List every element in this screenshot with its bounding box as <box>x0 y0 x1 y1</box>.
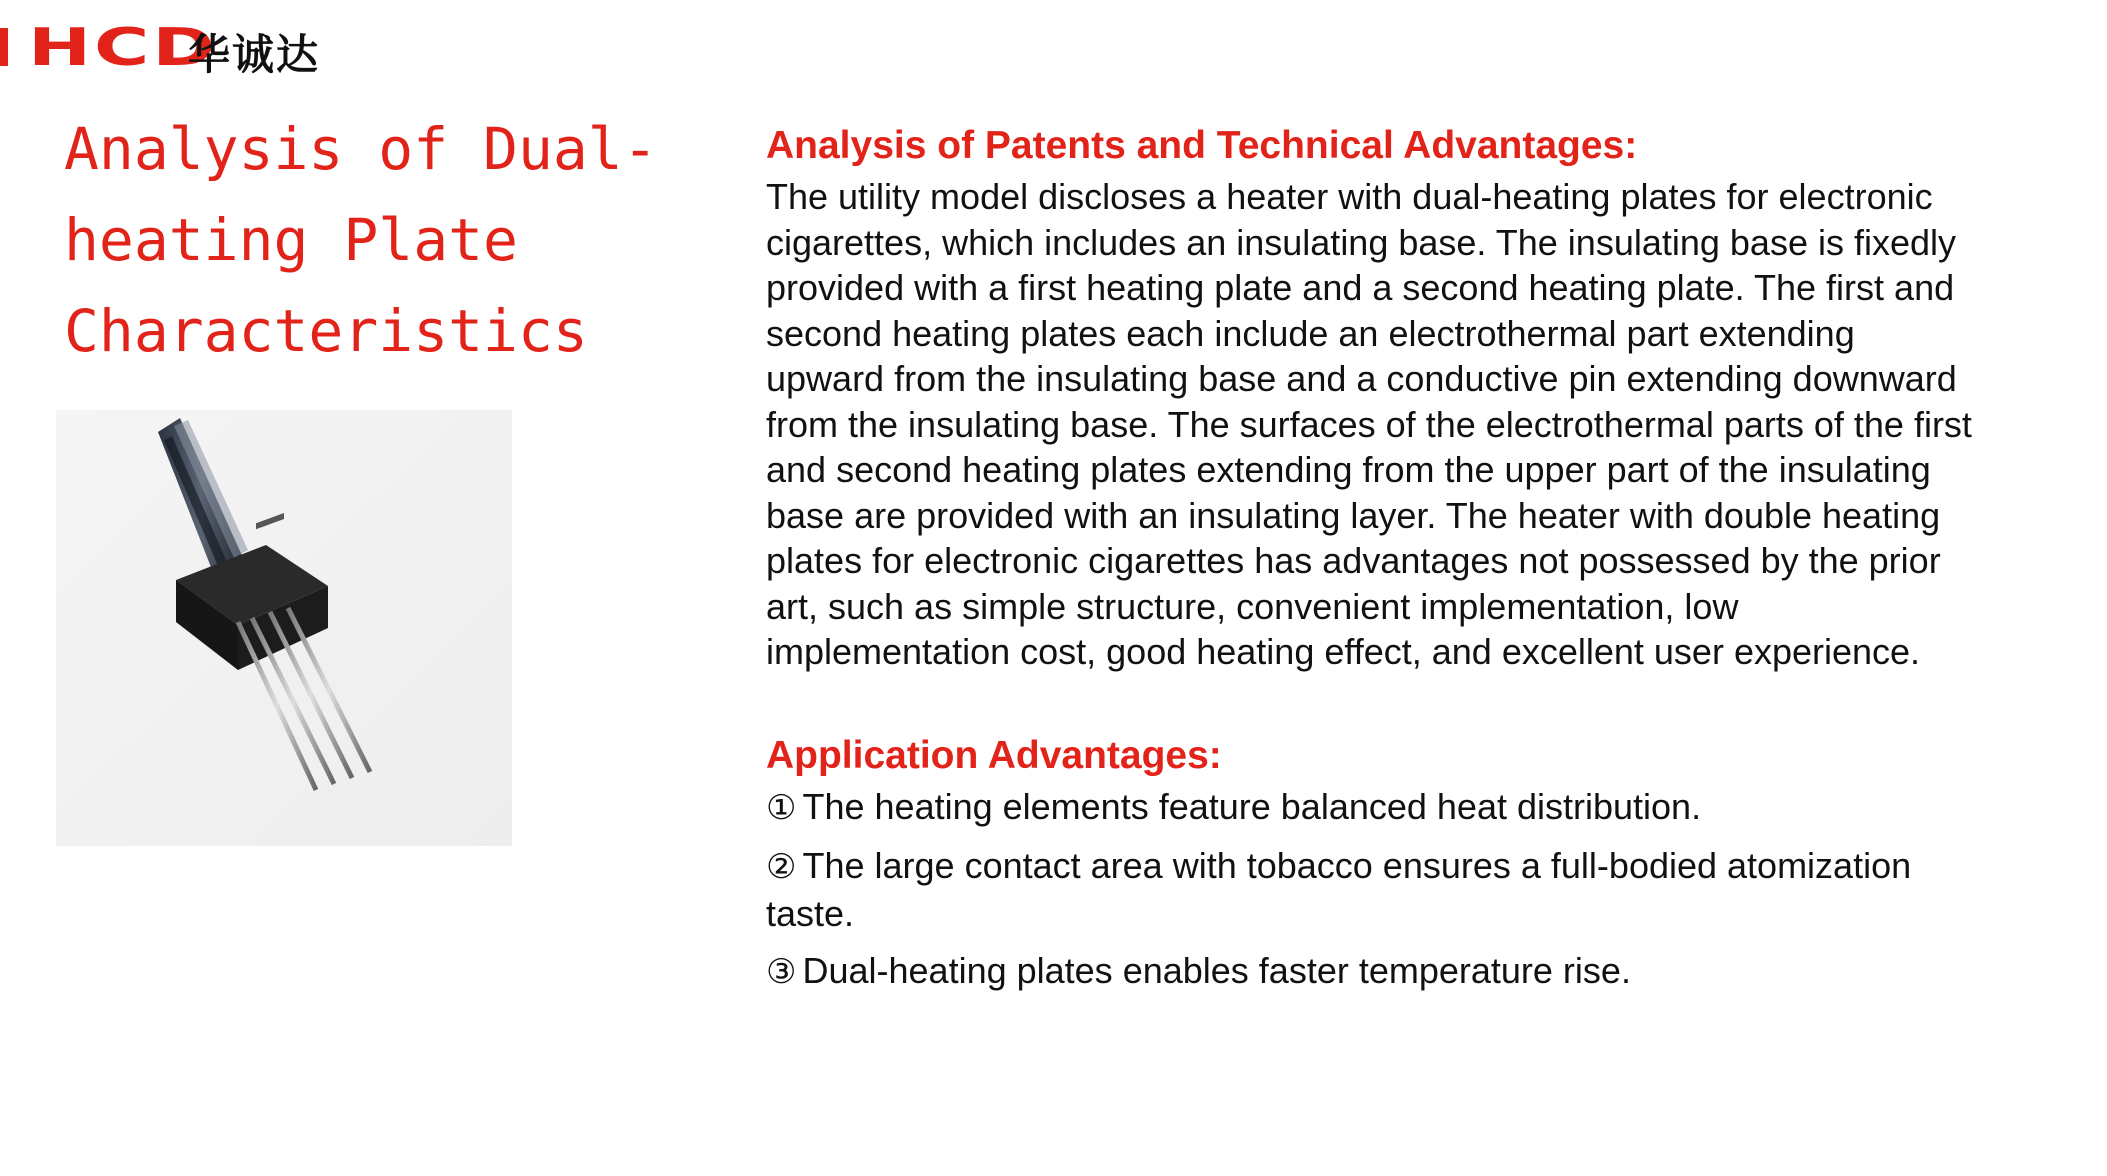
advantage-text: Dual-heating plates enables faster temperature rise. <box>802 950 1631 991</box>
advantage-text: The large contact area with tobacco ensures a full-bodied atomization <box>802 845 1912 886</box>
text-line: plates for electronic cigarettes has advantages not possessed by the prior <box>766 540 1941 581</box>
title-line: Analysis of Dual- <box>64 115 658 183</box>
advantage-item <box>766 948 2056 996</box>
application-heading: Application Advantages: <box>766 733 1222 777</box>
title-line: Characteristics <box>64 297 588 365</box>
logo-accent-bar <box>0 28 8 66</box>
advantage-text: The heating elements feature balanced heat distribution. <box>802 785 1702 827</box>
title-line: heating Plate <box>64 206 518 274</box>
patents-description <box>766 174 2056 675</box>
text-line: provided with a first heating plate and a second heating plate. The first and <box>766 267 1955 308</box>
patents-heading: Analysis of Patents and Technical Advantages: <box>766 124 1638 167</box>
text-line: art, such as simple structure, convenient implementation, low <box>766 585 1739 627</box>
heater-dual-heating-plate-photo <box>56 410 512 846</box>
circled-number-2: ② <box>766 847 797 887</box>
text-line: The utility model discloses a heater with dual-heating plates for electronic <box>766 176 1933 217</box>
text-line: implementation cost, good heating effect, and excellent user experience. <box>766 631 1921 672</box>
text-line: and second heating plates extending from the upper part of the insulating <box>766 449 1931 490</box>
text-line: second heating plates each include an electrothermal part extending <box>766 312 1855 354</box>
circled-number-1: ① <box>766 787 797 828</box>
advantage-item <box>766 784 2056 832</box>
advantage-item <box>766 843 2056 936</box>
content-panel <box>766 118 2056 1008</box>
logo-chinese-text: 华诚达 <box>188 30 321 79</box>
text-line: base are provided with an insulating layer. The heater with double heating <box>766 494 1941 536</box>
product-photo <box>56 410 512 846</box>
logo-brand-text: HCD <box>28 18 218 78</box>
circled-number-3: ③ <box>766 952 797 992</box>
text-line: from the insulating base. The surfaces of the electrothermal parts of the first <box>766 403 1972 445</box>
advantage-text: taste. <box>766 892 855 934</box>
text-line: cigarettes, which includes an insulating base. The insulating base is fixedly <box>766 221 1957 263</box>
text-line: upward from the insulating base and a conductive pin extending downward <box>766 358 1957 399</box>
page-title <box>64 104 684 377</box>
